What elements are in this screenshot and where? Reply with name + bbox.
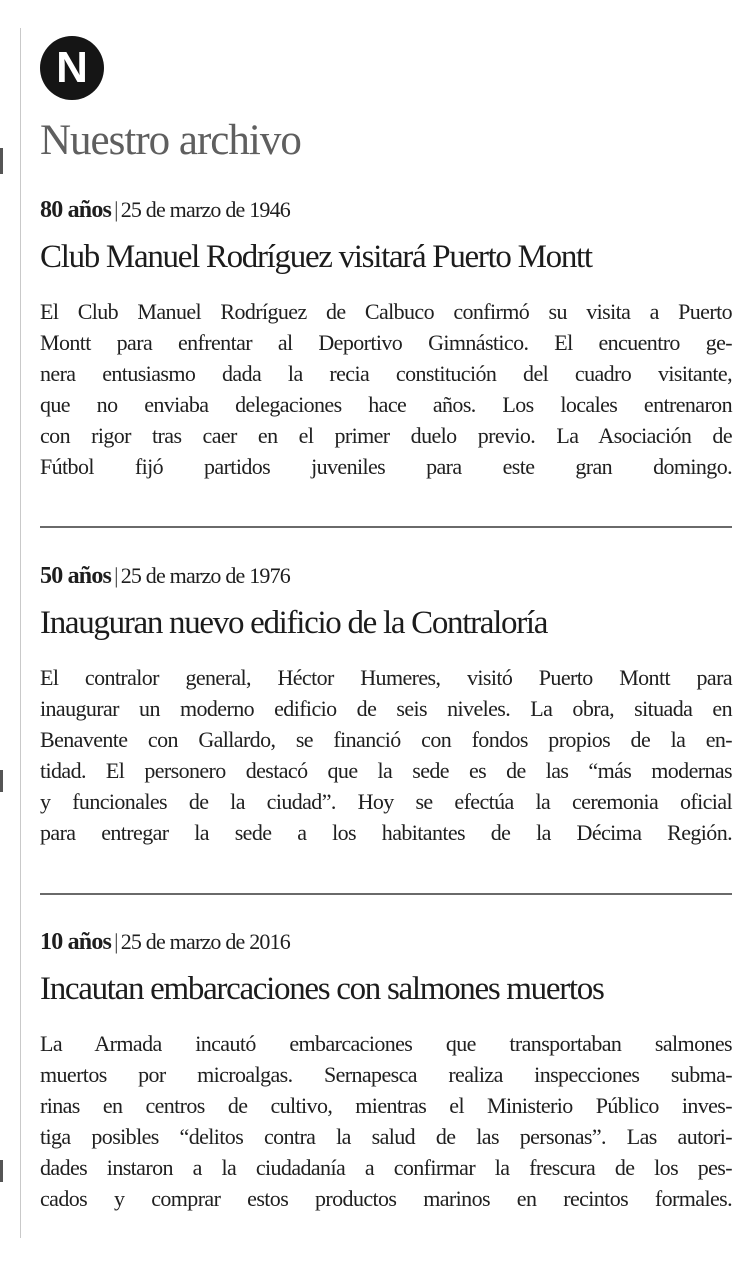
archive-entry <box>40 928 732 1214</box>
body-line: Benavente con Gallardo, se financió con fondos propios de la en- <box>40 727 732 752</box>
body-line: El Club Manuel Rodríguez de Calbuco confirmó su visita a Puerto <box>40 299 732 324</box>
body-line: con rigor tras caer en el primer duelo previo. La Asociación de <box>40 423 732 448</box>
body-line: rinas en centros de cultivo, mientras el Ministerio Público inves- <box>40 1093 732 1118</box>
entry-date: 25 de marzo de 2016 <box>120 929 291 954</box>
entry-headline: Incautan embarcaciones con salmones muertos <box>40 971 604 1007</box>
entry-meta <box>40 562 732 590</box>
entry-body <box>40 296 732 482</box>
meta-separator: | <box>114 929 118 954</box>
body-line: dades instaron a la ciudadanía a confirmar la frescura de los pes- <box>40 1155 732 1180</box>
entry-headline: Club Manuel Rodríguez visitará Puerto Montt <box>40 239 592 275</box>
page-margin-rule <box>20 28 21 1238</box>
entry-date: 25 de marzo de 1946 <box>120 197 291 222</box>
body-line: Montt para enfrentar al Deportivo Gimnástico. El encuentro ge- <box>40 330 732 355</box>
body-line: y funcionales de la ciudad”. Hoy se efectúa la ceremonia oficial <box>40 789 732 814</box>
archive-entry <box>40 562 732 848</box>
newspaper-logo <box>40 36 104 100</box>
body-line: inaugurar un moderno edificio de seis niveles. La obra, situada en <box>40 696 732 721</box>
body-line: que no enviaba delegaciones hace años. Los locales entrenaron <box>40 392 732 417</box>
meta-separator: | <box>114 563 118 588</box>
entry-meta <box>40 928 732 956</box>
page-edge-mark <box>0 148 3 174</box>
logo-letter: N <box>56 43 88 92</box>
body-line: El contralor general, Héctor Humeres, visitó Puerto Montt para <box>40 665 732 690</box>
meta-separator: | <box>114 197 118 222</box>
page-edge-mark <box>0 770 3 792</box>
body-line: para entregar la sede a los habitantes de la Décima Región. <box>40 820 732 845</box>
entry-years: 80 años <box>40 197 112 223</box>
page-edge-mark <box>0 1160 3 1182</box>
entry-body <box>40 662 732 848</box>
entry-years: 50 años <box>40 563 112 589</box>
entry-headline: Inauguran nuevo edificio de la Contraloría <box>40 605 548 641</box>
body-line: Fútbol fijó partidos juveniles para este gran domingo. <box>40 454 732 479</box>
body-line: muertos por microalgas. Sernapesca realiza inspecciones subma- <box>40 1062 732 1087</box>
archive-entry <box>40 196 732 482</box>
body-line: tiga posibles “delitos contra la salud de las personas”. Las autori- <box>40 1124 732 1149</box>
entry-meta <box>40 196 732 224</box>
body-line: tidad. El personero destacó que la sede es de las “más modernas <box>40 758 732 783</box>
entry-divider <box>40 893 732 895</box>
body-line: nera entusiasmo dada la recia constitución del cuadro visitante, <box>40 361 732 386</box>
entry-date: 25 de marzo de 1976 <box>120 563 291 588</box>
body-line: cados y comprar estos productos marinos en recintos formales. <box>40 1186 732 1211</box>
section-title: Nuestro archivo <box>40 117 301 164</box>
entry-body <box>40 1028 732 1214</box>
entry-divider <box>40 526 732 528</box>
body-line: La Armada incautó embarcaciones que transportaban salmones <box>40 1031 732 1056</box>
entry-years: 10 años <box>40 929 112 955</box>
